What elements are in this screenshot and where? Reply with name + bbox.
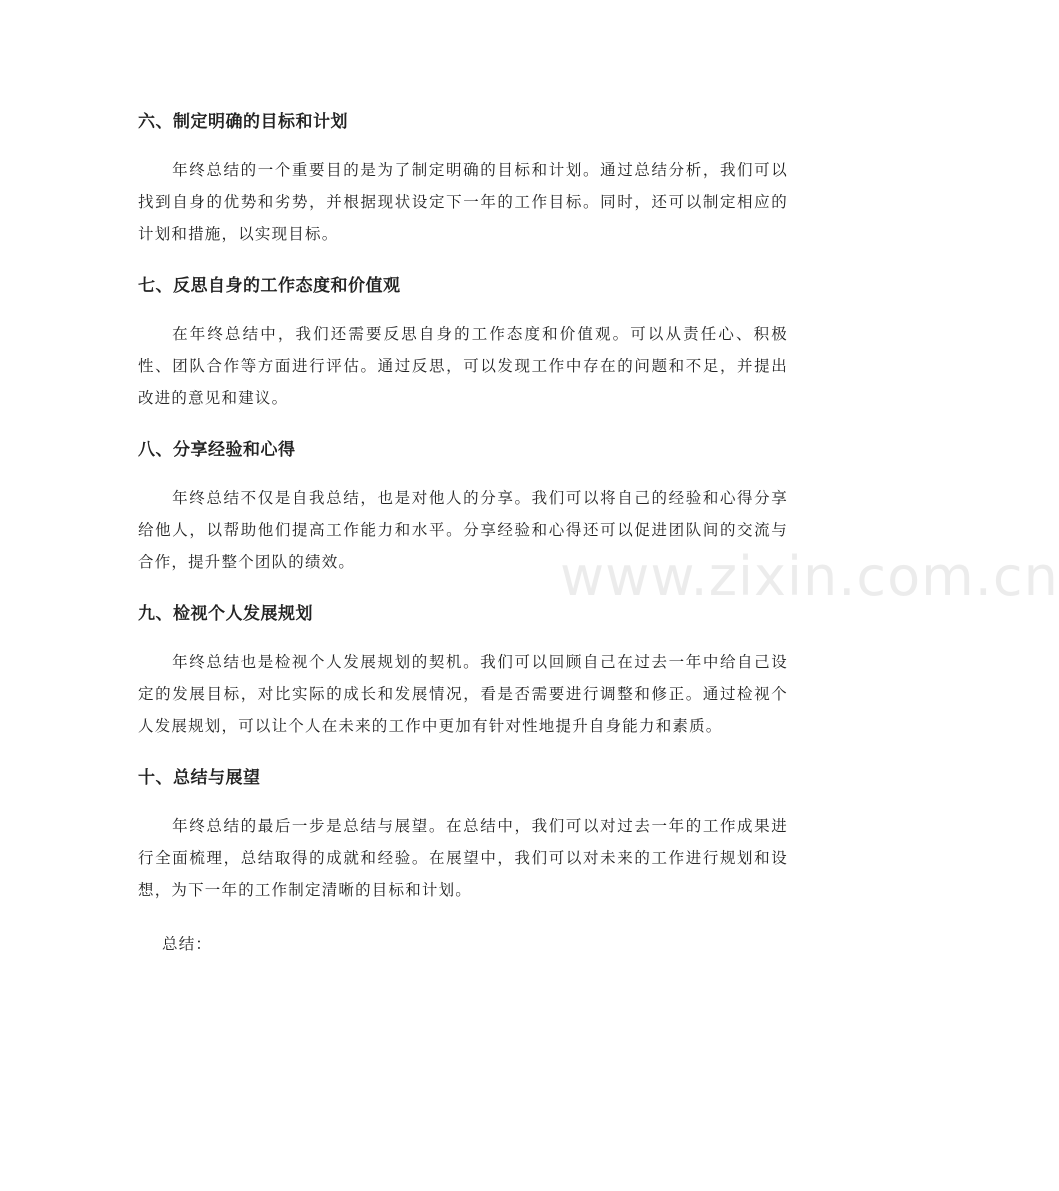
section-paragraph: 在年终总结中，我们还需要反思自身的工作态度和价值观。可以从责任心、积极性、团队合作等方面进行评估。通过反思，可以发现工作中存在的问题和不足，并提出改进的意见和建议。: [138, 325, 788, 407]
section-paragraph: 年终总结的最后一步是总结与展望。在总结中，我们可以对过去一年的工作成果进行全面梳理，总结取得的成就和经验。在展望中，我们可以对未来的工作进行规划和设想，为下一年的工作制定清晰的目标和计划。: [138, 817, 788, 899]
section-paragraph: 年终总结也是检视个人发展规划的契机。我们可以回顾自己在过去一年中给自己设定的发展目标，对比实际的成长和发展情况，看是否需要进行调整和修正。通过检视个人发展规划，可以让个人在未来的工作中更加有针对性地提升自身能力和素质。: [138, 653, 788, 735]
section-7: [138, 272, 788, 414]
section-heading: 九、检视个人发展规划: [138, 604, 313, 624]
section-6: [138, 108, 788, 250]
watermark-text: www.zixin.com.cn: [560, 545, 1059, 608]
section-9: [138, 600, 788, 742]
section-paragraph: 年终总结不仅是自我总结，也是对他人的分享。我们可以将自己的经验和心得分享给他人，以帮助他们提高工作能力和水平。分享经验和心得还可以促进团队间的交流与合作，提升整个团队的绩效。: [138, 489, 788, 571]
section-heading: 七、反思自身的工作态度和价值观: [138, 276, 401, 296]
section-heading: 六、制定明确的目标和计划: [138, 112, 348, 132]
section-8: [138, 436, 788, 578]
section-10: [138, 764, 788, 906]
closing-label: 总结：: [162, 935, 213, 953]
document-content: [138, 108, 788, 960]
section-paragraph: 年终总结的一个重要目的是为了制定明确的目标和计划。通过总结分析，我们可以找到自身的优势和劣势，并根据现状设定下一年的工作目标。同时，还可以制定相应的计划和措施，以实现目标。: [138, 161, 788, 243]
section-heading: 十、总结与展望: [138, 768, 261, 788]
section-heading: 八、分享经验和心得: [138, 440, 296, 460]
